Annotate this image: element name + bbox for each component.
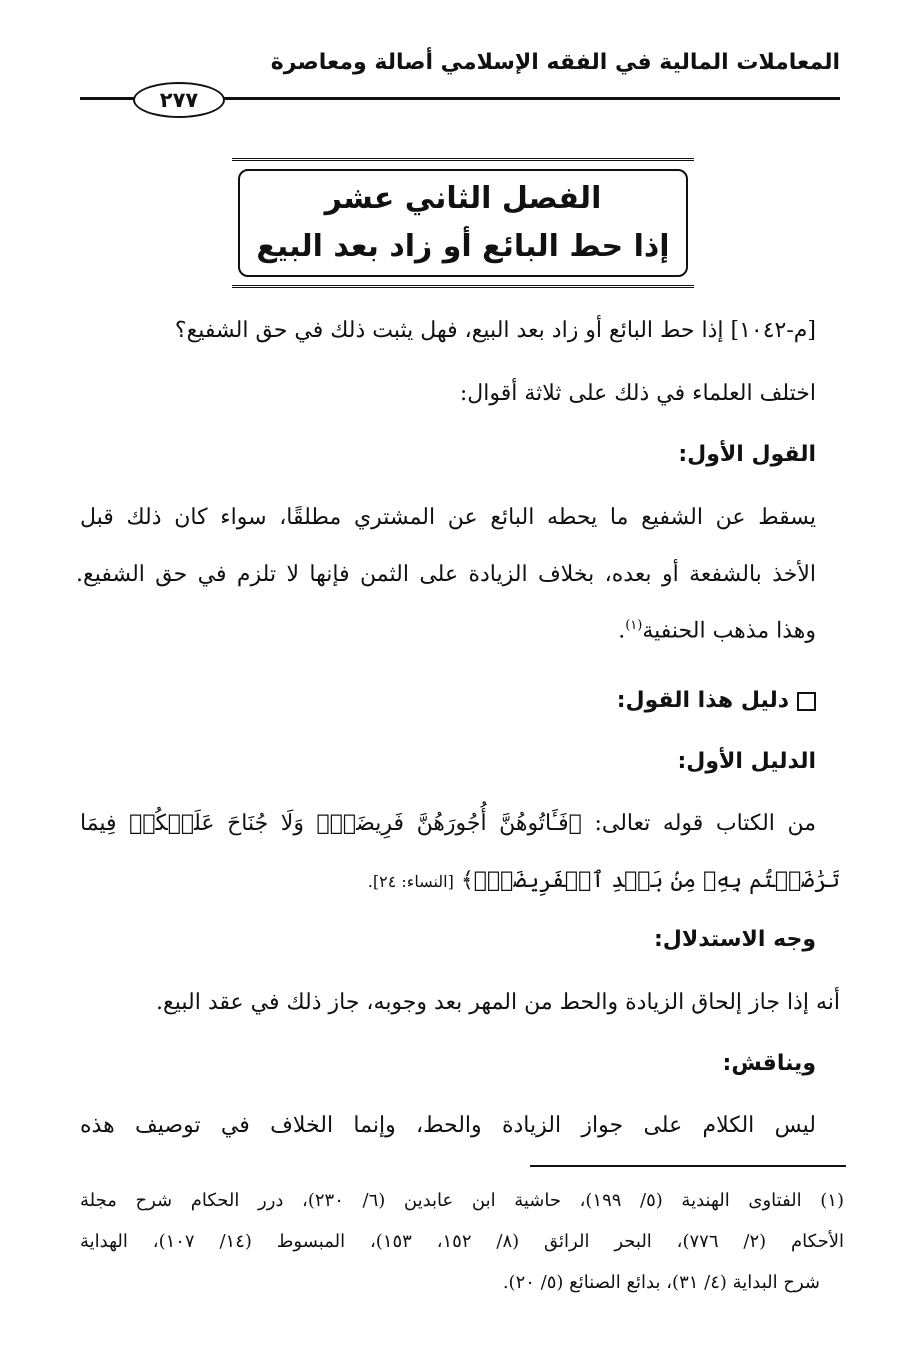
footnote-marker[interactable]: (١) <box>625 618 643 633</box>
discussion-text: ليس الكلام على جواز الزيادة والحط، وإنما الخلاف في توصيف هذه <box>80 1113 816 1138</box>
first-opinion-line-2: الأخذ بالشفعة أو بعده، بخلاف الزيادة على الثمن فإنها لا تلزم في حق الشفيع. <box>76 562 816 587</box>
quran-verse-part-2: تَرَٰضَيۡتُم بِهِۦ مِنۢ بَعۡدِ ٱلۡفَرِيضَةِۚ﴾ <box>460 868 840 893</box>
evidence-heading: دليل هذا القول: <box>616 688 789 713</box>
verse-line-1 <box>80 811 816 836</box>
first-opinion-line-3-end: . <box>618 618 626 644</box>
discussion-heading: ويناقش: <box>722 1051 816 1076</box>
first-opinion-line-3 <box>618 618 816 643</box>
chapter-title-inner-frame <box>238 169 688 277</box>
chapter-number-title: الفصل الثاني عشر <box>324 181 602 216</box>
running-title: المعاملات المالية في الفقه الإسلامي أصالة ومعاصرة <box>270 50 840 75</box>
footnote-line-3: شرح البداية (٤/ ٣١)، بدائع الصنائع (٥/ ٢٠). <box>502 1272 820 1293</box>
verse-line-2 <box>368 868 840 893</box>
square-bullet-icon <box>797 692 816 711</box>
issue-question: [م-١٠٤٢] إذا حط البائع أو زاد بعد البيع، فهل يثبت ذلك في حق الشفيع؟ <box>174 318 816 343</box>
footnote-line-2: الأحكام (٢/ ٧٧٦)، البحر الرائق (٨/ ١٥٢، ١٥٣)، المبسوط (١٤/ ١٠٧)، الهداية <box>80 1231 844 1252</box>
chapter-title-frame <box>232 158 694 288</box>
first-opinion-heading: القول الأول: <box>678 442 816 467</box>
verse-reference: [النساء: ٢٤]. <box>367 872 454 891</box>
intro-text: اختلف العلماء في ذلك على ثلاثة أقوال: <box>459 381 816 406</box>
first-opinion-line-1: يسقط عن الشفيع ما يحطه البائع عن المشتري مطلقًا، سواء كان ذلك قبل <box>80 505 816 530</box>
verse-intro: من الكتاب قوله تعالى: <box>594 811 816 836</box>
evidence-heading-row <box>617 688 816 713</box>
page-number: ٢٧٧ <box>133 82 225 118</box>
footnote-rule <box>530 1165 846 1167</box>
inference-heading: وجه الاستدلال: <box>653 927 816 952</box>
chapter-title: إذا حط البائع أو زاد بعد البيع <box>256 229 670 264</box>
footnote-line-1: (١) الفتاوى الهندية (٥/ ١٩٩)، حاشية ابن عابدين (٦/ ٢٣٠)، درر الحكام شرح مجلة <box>80 1190 844 1211</box>
inference-text: أنه إذا جاز إلحاق الزيادة والحط من المهر بعد وجوبه، جاز ذلك في عقد البيع. <box>156 990 840 1015</box>
first-opinion-line-3-text: وهذا مذهب الحنفية <box>642 618 816 644</box>
quran-verse-part-1: ﴿فَـَٔاتُوهُنَّ أُجُورَهُنَّ فَرِيضَةًۚ وَلَا جُنَاحَ عَلَيۡكُمۡ فِيمَا <box>80 811 582 836</box>
first-evidence-heading: الدليل الأول: <box>677 749 816 774</box>
